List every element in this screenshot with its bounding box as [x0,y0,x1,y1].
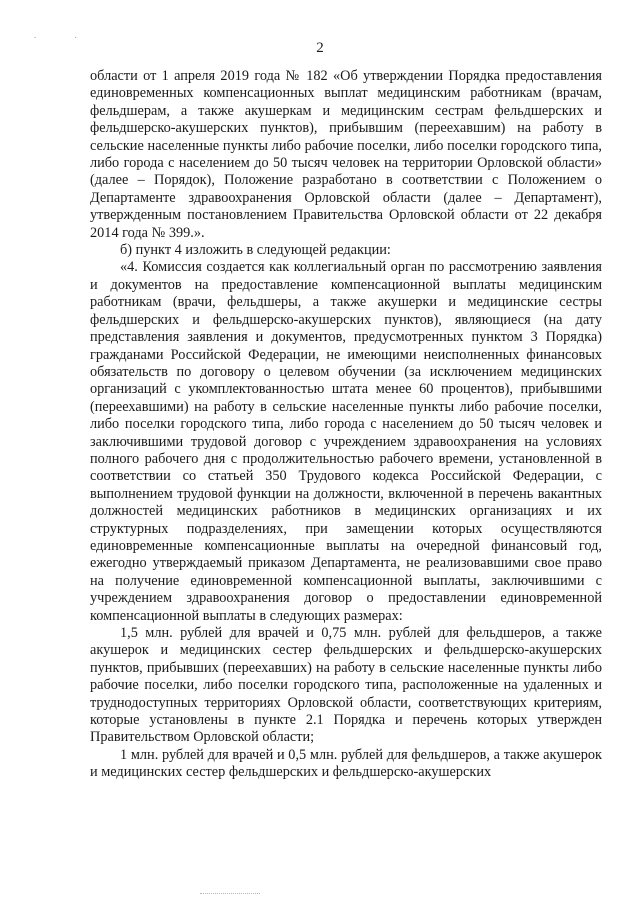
paragraph-amount-1-5-mln: 1,5 млн. рублей для врачей и 0,75 млн. рублей для фельдшеров, а также акушерок и медицинских сестер фельдшерских и фельдшерско-акушерских пунктов, прибывших (переехавших) на работу в сельские населенные пункты либо рабочие поселки, либо поселки городского типа, расположенные на удаленных и труднодоступных территориях Орловской области, соответствующих критериям, которые установлены в пункте 2.1 Порядка и перечень которых утвержден Правительством Орловской области; [90,625,602,746]
paragraph-amount-1-mln: 1 млн. рублей для врачей и 0,5 млн. рублей для фельдшеров, а также акушерок и медицинских сестер фельдшерских и фельдшерско-акушерских [90,746,602,781]
scan-artifact [200,893,260,895]
scan-corner-marks: . . [34,30,95,40]
document-body [90,68,602,782]
paragraph-clause-4: «4. Комиссия создается как коллегиальный орган по рассмотрению заявления и документов на предоставление компенсационной выплаты медицинским работникам (врачи, фельдшеры, а также акушерки и медицинские сестры фельдшерских и фельдшерско-акушерских пунктов), являющиеся (на дату представления заявления и документов, предусмотренных пунктом 3 Порядка) гражданами Российской Федерации, не имеющими неисполненных финансовых обязательств по договору о целевом обучении (за исключением медицинских организаций с укомплектованностью штата менее 60 процентов), прибывшими (переехавшими) на работу в сельские населенные пункты либо рабочие поселки, либо поселки городского типа, либо города с населением до 50 тысяч человек и заключившими трудовой договор с учреждением здравоохранения на условиях полного рабочего дня с продолжительностью рабочего времени, установленной в соответствии со статьей 350 Трудового кодекса Российской Федерации, с выполнением трудовой функции на должности, включенной в перечень вакантных должностей медицинских работников в медицинских организациях и их структурных подразделениях, при замещении которых осуществляются единовременные компенсационные выплаты на очередной финансовый год, ежегодно утверждаемый приказом Департамента, не реализовавшими свое право на получение единовременной компенсационной выплаты, заключившими с учреждением здравоохранения договор о предоставлении единовременной компенсационной выплаты в следующих размерах: [90,259,602,624]
page-number: 2 [316,40,324,56]
paragraph-continuation: области от 1 апреля 2019 года № 182 «Об утверждении Порядка предоставления единовременных компенсационных выплат медицинским работникам (врачам, фельдшерам, а также акушеркам и медицинским сестрам фельдшерских и фельдшерско-акушерских пунктов), прибывшим (переехавшим) на работу в сельские населенные пункты либо рабочие поселки, либо поселки городского типа, либо города с населением до 50 тысяч человек на территории Орловской области» (далее – Порядок), Положение разработано в соответствии с Положением о Департаменте здравоохранения Орловской области (далее – Департамент), утвержденным постановлением Правительства Орловской области от 22 декабря 2014 года № 399.». [90,68,602,241]
paragraph-amendment-b: б) пункт 4 изложить в следующей редакции: [120,242,391,259]
